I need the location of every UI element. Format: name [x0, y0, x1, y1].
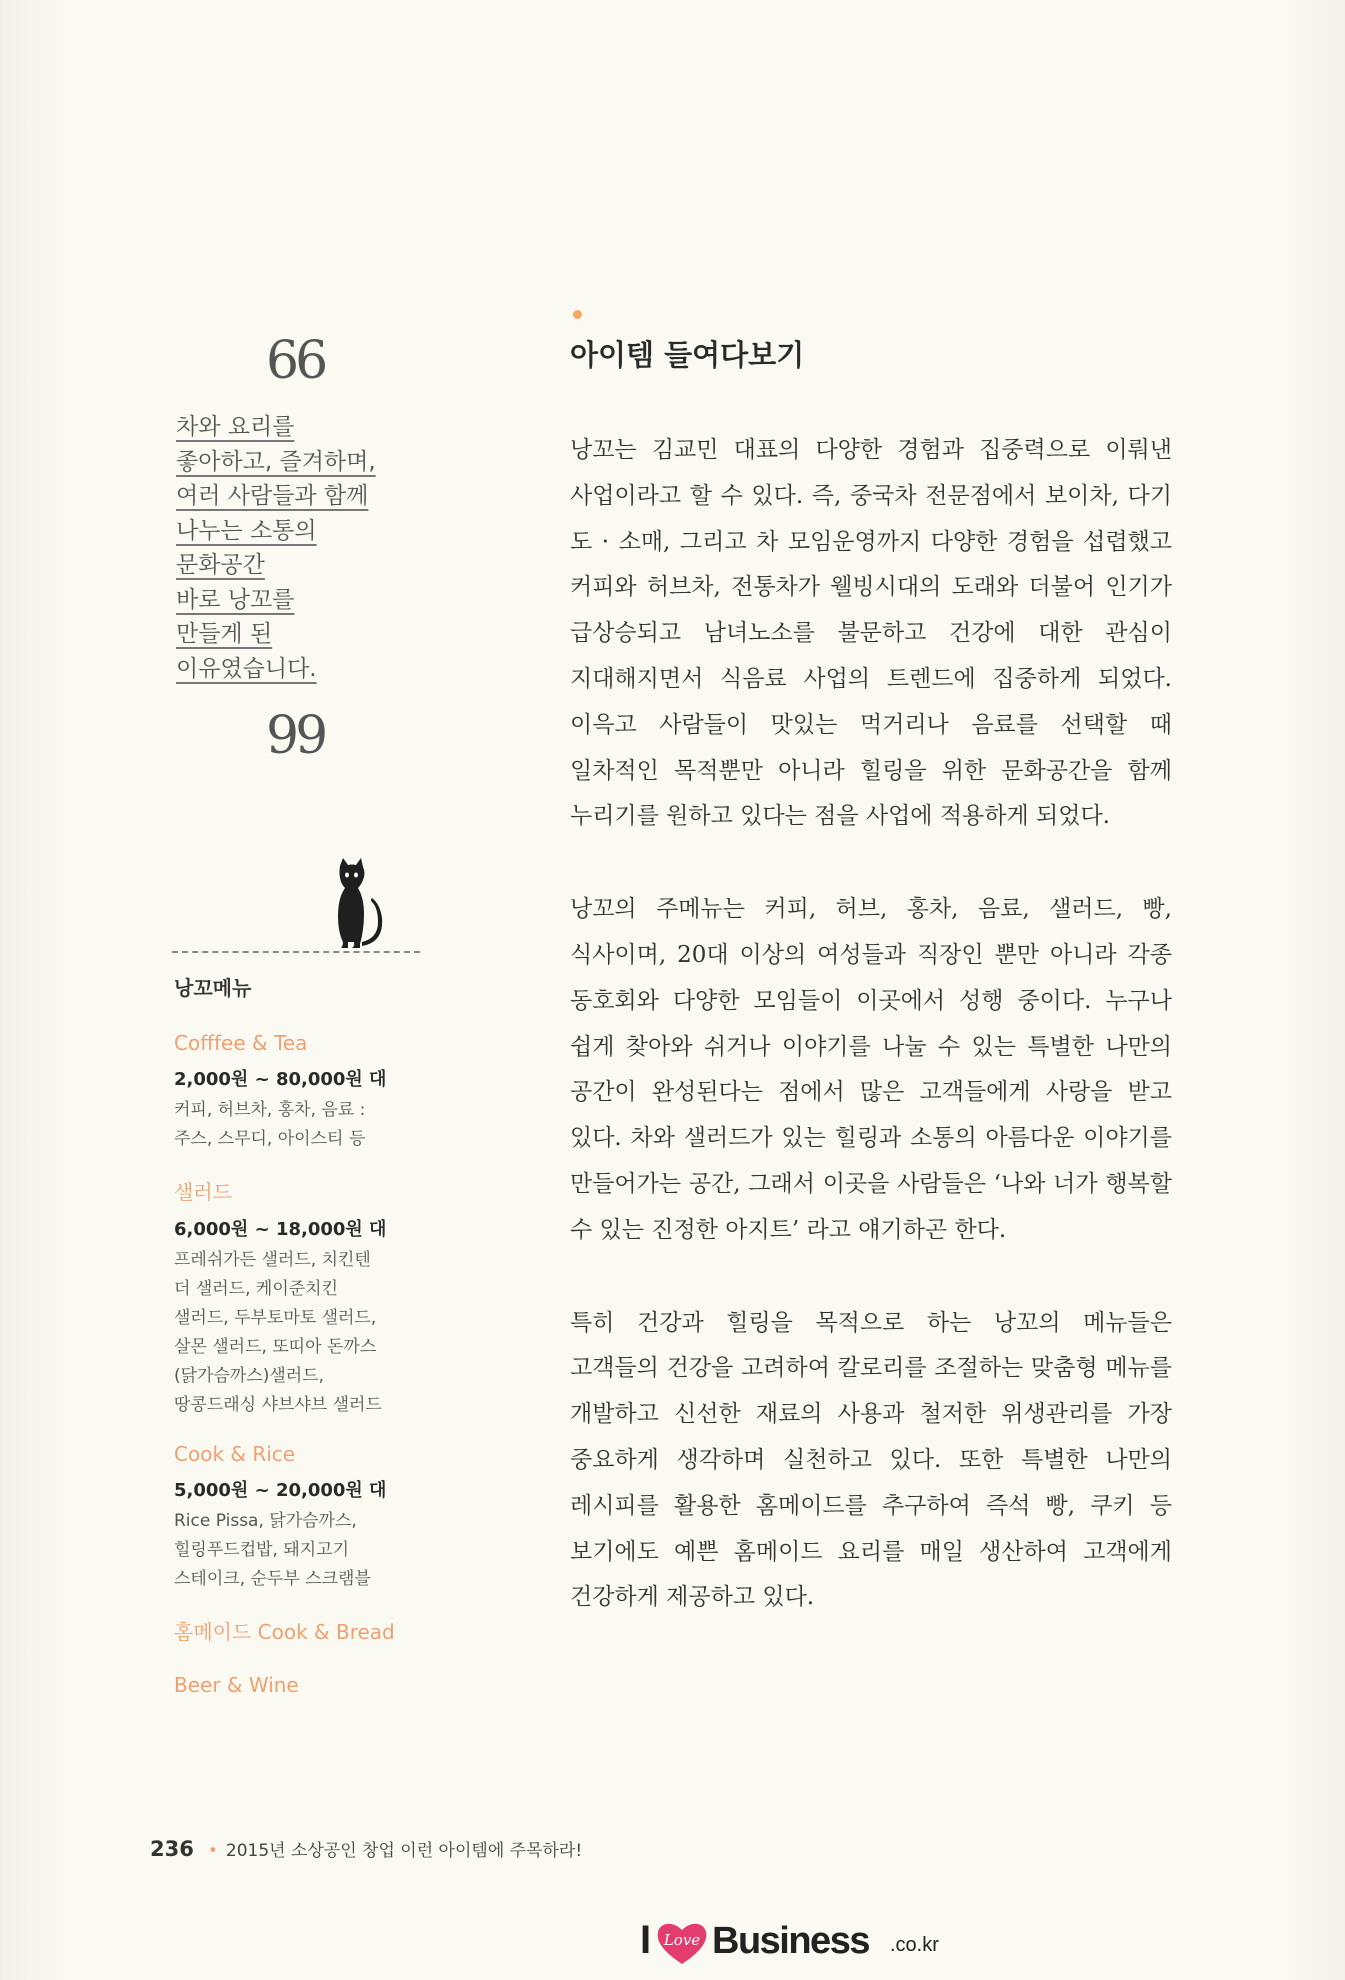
- menu-item-line: 살몬 샐러드, 또띠아 돈까스: [174, 1337, 377, 1357]
- menu-item-line: Rice Pissa, 닭가슴까스,: [174, 1511, 357, 1531]
- page-number: 236: [150, 1837, 194, 1861]
- quote-close-mark: 99: [266, 706, 325, 766]
- menu-category-items: [174, 1507, 444, 1594]
- page-footer: [150, 1836, 582, 1861]
- menu-item-line: 주스, 스무디, 아이스티 등: [174, 1129, 366, 1149]
- logo-brand: Business: [712, 1920, 869, 1962]
- pull-quote-line: 바로 낭꼬를: [176, 586, 295, 613]
- menu-category-name: Cofffee & Tea: [174, 1031, 308, 1055]
- quote-open-mark: 66: [266, 331, 325, 391]
- pull-quote-line: 좋아하고, 즐겨하며,: [176, 448, 376, 475]
- menu-item-line: 샐러드, 두부토마토 샐러드,: [174, 1308, 377, 1328]
- section-title: 아이템 들여다보기: [570, 338, 805, 372]
- article-paragraph: 낭꼬의 주메뉴는 커피, 허브, 홍차, 음료, 샐러드, 빵, 식사이며, 20대 이상의 여성들과 직장인 뿐만 아니라 각종 동호회와 다양한 모임들이 이곳에서 성행 중이다. 누구나 쉽게 찾아와 쉬거나 이야기를 나눌 수 있는 특별한 나만의 공간이 완성된다는 점에서 많은 고객들에게 사랑을 받고 있다. 차와 샐러드가 있는 힐링과 소통의 아름다운 이야기를 만들어가는 공간, 그래서 이곳을 사람들은 ‘나와 너가 행복할 수 있는 진정한 아지트’ 라고 얘기하곤 한다.: [570, 896, 1172, 1243]
- article-paragraph: 특히 건강과 힐링을 목적으로 하는 낭꼬의 메뉴들은 고객들의 건강을 고려하여 칼로리를 조절하는 맞춤형 메뉴를 개발하고 신선한 재료의 사용과 철저한 위생관리를 가장 중요하게 생각하며 실천하고 있다. 또한 특별한 나만의 레시피를 활용한 홈메이드를 추구하여 즉석 빵, 쿠키 등 보기에도 예쁜 홈메이드 요리를 매일 생산하여 고객에게 건강하게 제공하고 있다.: [570, 1309, 1172, 1611]
- menu-category-name: 홈메이드 Cook & Bread: [174, 1620, 395, 1644]
- article-paragraph: 낭꼬는 김교민 대표의 다양한 경험과 집중력으로 이뤄낸 사업이라고 할 수 있다. 즉, 중국차 전문점에서 보이차, 다기 도 · 소매, 그리고 차 모임운영까지 다양한 경험을 섭렵했고 커피와 허브차, 전통차가 웰빙시대의 도래와 더불어 인기가 급상승되고 남녀노소를 불문하고 건강에 대한 관심이 지대해지면서 식음료 사업의 트렌드에 집중하게 되었다. 이윽고 사람들이 맛있는 먹거리나 음료를 선택할 때 일차적인 목적뿐만 아니라 힐링을 위한 문화공간을 함께 누리기를 원하고 있다는 점을 사업에 적용하게 되었다.: [570, 437, 1172, 830]
- menu-list: [174, 972, 444, 1725]
- menu-category-price: 6,000원 ~ 18,000원 대: [174, 1219, 387, 1240]
- menu-item-line: 힐링푸드컵밥, 돼지고기: [174, 1540, 350, 1560]
- heart-icon: [656, 1920, 708, 1966]
- menu-category-price: 5,000원 ~ 20,000원 대: [174, 1480, 387, 1501]
- menu-item-line: 땅콩드래싱 샤브샤브 샐러드: [174, 1395, 382, 1415]
- menu-category-name: Cook & Rice: [174, 1442, 296, 1466]
- menu-category-price: 2,000원 ~ 80,000원 대: [174, 1069, 387, 1090]
- logo-i: I: [640, 1918, 652, 1962]
- pull-quote-line: 나누는 소통의: [176, 517, 317, 544]
- book-title: 2015년 소상공인 창업 이런 아이템에 주목하라!: [225, 1841, 583, 1861]
- menu-divider: [172, 951, 420, 953]
- menu-item-line: (닭가슴까스)샐러드,: [174, 1366, 325, 1386]
- logo-domain: .co.kr: [890, 1934, 939, 1956]
- menu-item-line: 더 샐러드, 케이준치킨: [174, 1279, 339, 1299]
- menu-item-line: 스테이크, 순두부 스크램블: [174, 1569, 371, 1589]
- pull-quote-line: 여러 사람들과 함께: [176, 483, 369, 509]
- logo-love-text: Love: [663, 1931, 701, 1949]
- menu-category-name: Beer & Wine: [174, 1673, 299, 1697]
- menu-item-line: 프레쉬가든 샐러드, 치킨텐: [174, 1250, 371, 1270]
- menu-category-name: 샐러드: [174, 1180, 232, 1204]
- menu-item-line: 커피, 허브차, 홍차, 음료 :: [174, 1100, 366, 1120]
- title-bullet-dot: [573, 310, 582, 319]
- pull-quote: [176, 410, 436, 686]
- article-body: [570, 428, 1172, 1668]
- pull-quote-line: 문화공간: [176, 552, 265, 578]
- menu-category-items: [174, 1246, 444, 1420]
- cat-icon: [334, 858, 384, 950]
- menu-title: 낭꼬메뉴: [174, 976, 252, 1000]
- pull-quote-line: 이유였습니다.: [176, 655, 317, 682]
- pull-quote-line: 차와 요리를: [176, 414, 295, 440]
- pull-quote-line: 만들게 된: [176, 621, 273, 647]
- footer-separator: •: [207, 1841, 218, 1861]
- menu-category-items: [174, 1096, 444, 1154]
